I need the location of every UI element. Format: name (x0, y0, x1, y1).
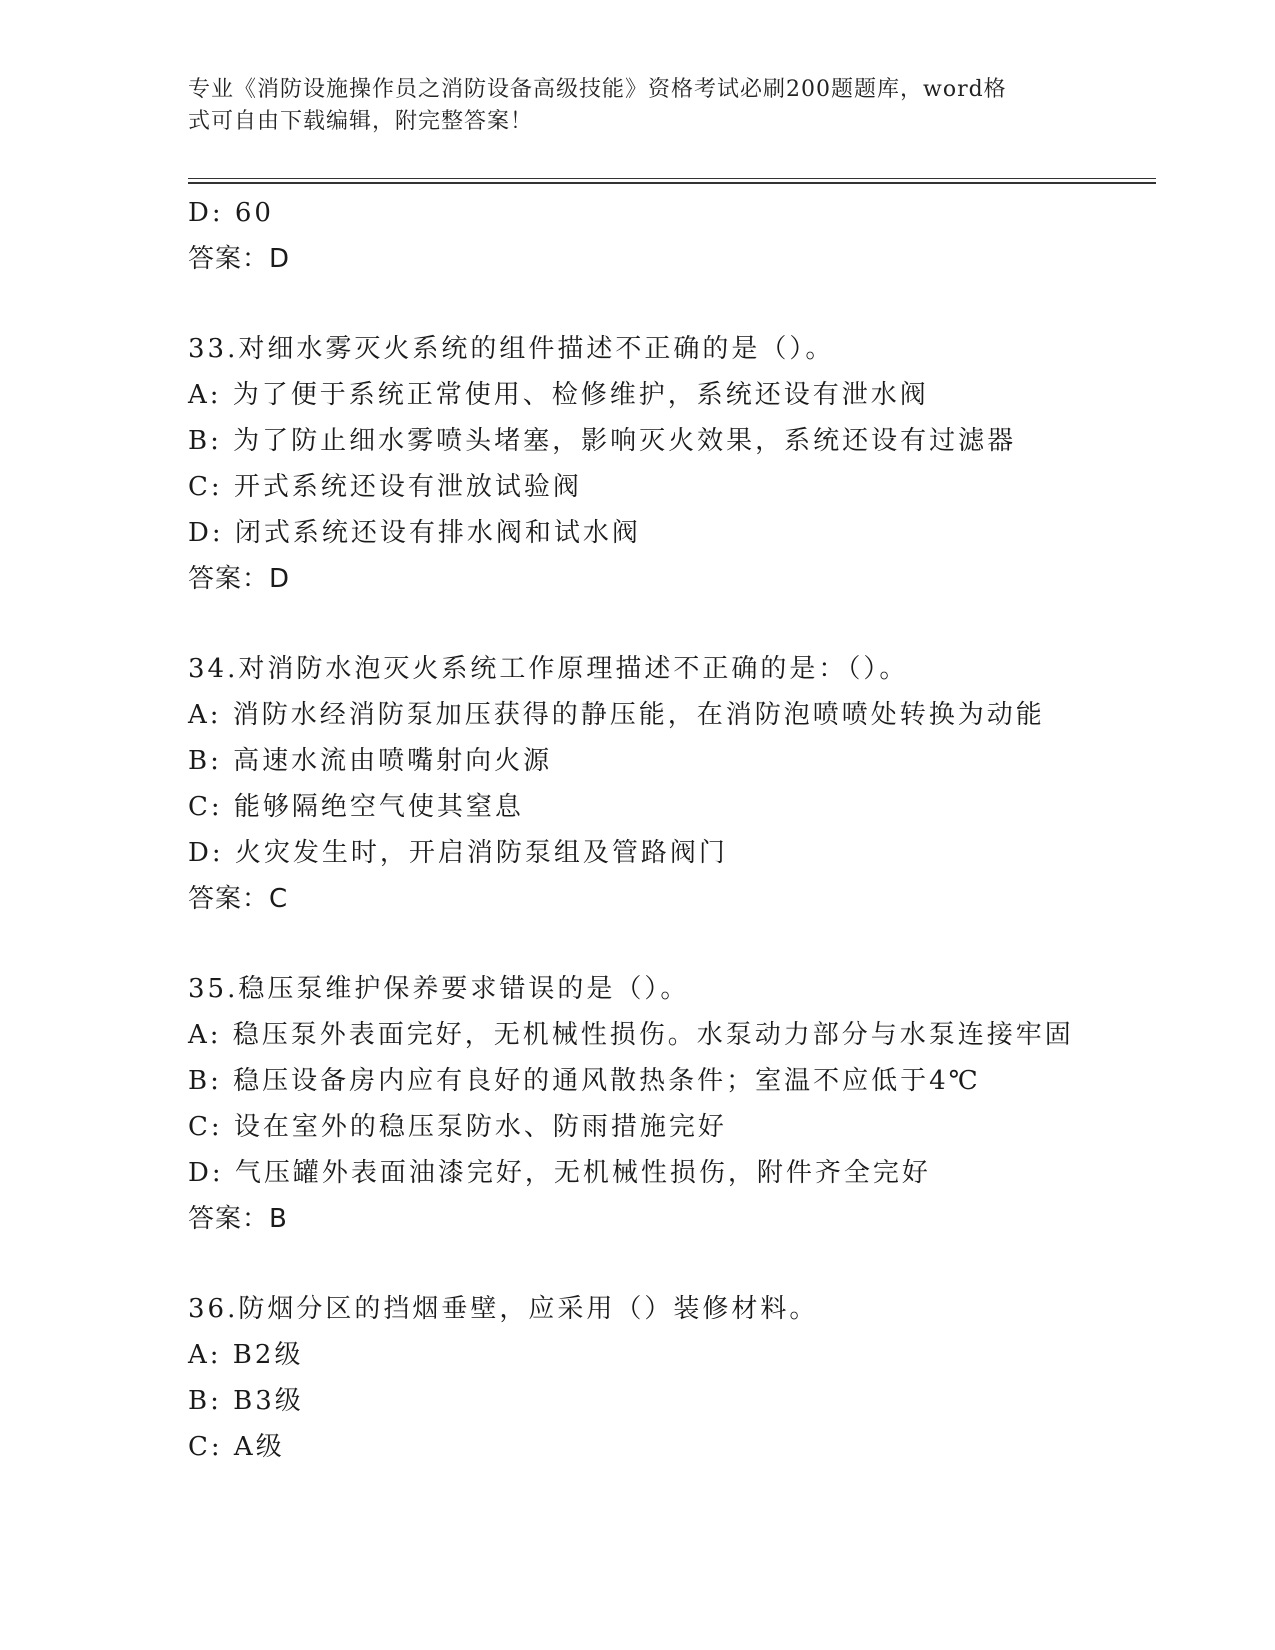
answer-line: 答案：C (188, 884, 289, 914)
spacer (188, 602, 1156, 646)
option-b: B: 高速水流由喷嘴射向火源 (188, 746, 553, 776)
option-b: B: B3级 (188, 1386, 304, 1416)
spacer (188, 922, 1156, 966)
document-body (188, 190, 1156, 1470)
option-c: C: 设在室外的稳压泵防水、防雨措施完好 (188, 1112, 727, 1142)
option-d: D: 闭式系统还设有排水阀和试水阀 (188, 518, 641, 548)
question-34: 34.对消防水泡灭火系统工作原理描述不正确的是：（）。 (188, 654, 909, 684)
option-b: B: 稳压设备房内应有良好的通风散热条件；室温不应低于4℃ (188, 1066, 981, 1096)
option-c: C: A级 (188, 1432, 285, 1462)
option-a: A: 为了便于系统正常使用、检修维护，系统还设有泄水阀 (188, 380, 929, 410)
option-d: D: 60 (188, 198, 274, 228)
option-d: D: 气压罐外表面油漆完好，无机械性损伤，附件齐全完好 (188, 1158, 931, 1188)
option-b: B: 为了防止细水雾喷头堵塞，影响灭火效果，系统还设有过滤器 (188, 426, 1017, 456)
answer-line: 答案：D (188, 244, 291, 274)
answer-line: 答案：B (188, 1204, 288, 1234)
question-36: 36.防烟分区的挡烟垂壁，应采用（）装修材料。 (188, 1294, 819, 1324)
option-d: D: 火灾发生时，开启消防泵组及管路阀门 (188, 838, 728, 868)
question-35: 35.稳压泵维护保养要求错误的是（）。 (188, 974, 690, 1004)
answer-line: 答案：D (188, 564, 291, 594)
option-a: A: 稳压泵外表面完好，无机械性损伤。水泵动力部分与水泵连接牢固 (188, 1020, 1074, 1050)
document-header (188, 74, 1078, 138)
header-divider-thin (188, 178, 1156, 179)
option-c: C: 开式系统还设有泄放试验阀 (188, 472, 582, 502)
spacer (188, 282, 1156, 326)
header-line-1: 专业《消防设施操作员之消防设备高级技能》资格考试必刷200题题库，word格 (188, 77, 1007, 102)
option-a: A: 消防水经消防泵加压获得的静压能，在消防泡喷喷处转换为动能 (188, 700, 1045, 730)
header-divider-thick (188, 182, 1156, 184)
question-33: 33.对细水雾灭火系统的组件描述不正确的是（）。 (188, 334, 835, 364)
header-line-2: 式可自由下载编辑，附完整答案！ (188, 109, 534, 134)
option-c: C: 能够隔绝空气使其窒息 (188, 792, 524, 822)
spacer (188, 1242, 1156, 1286)
option-a: A: B2级 (188, 1340, 304, 1370)
